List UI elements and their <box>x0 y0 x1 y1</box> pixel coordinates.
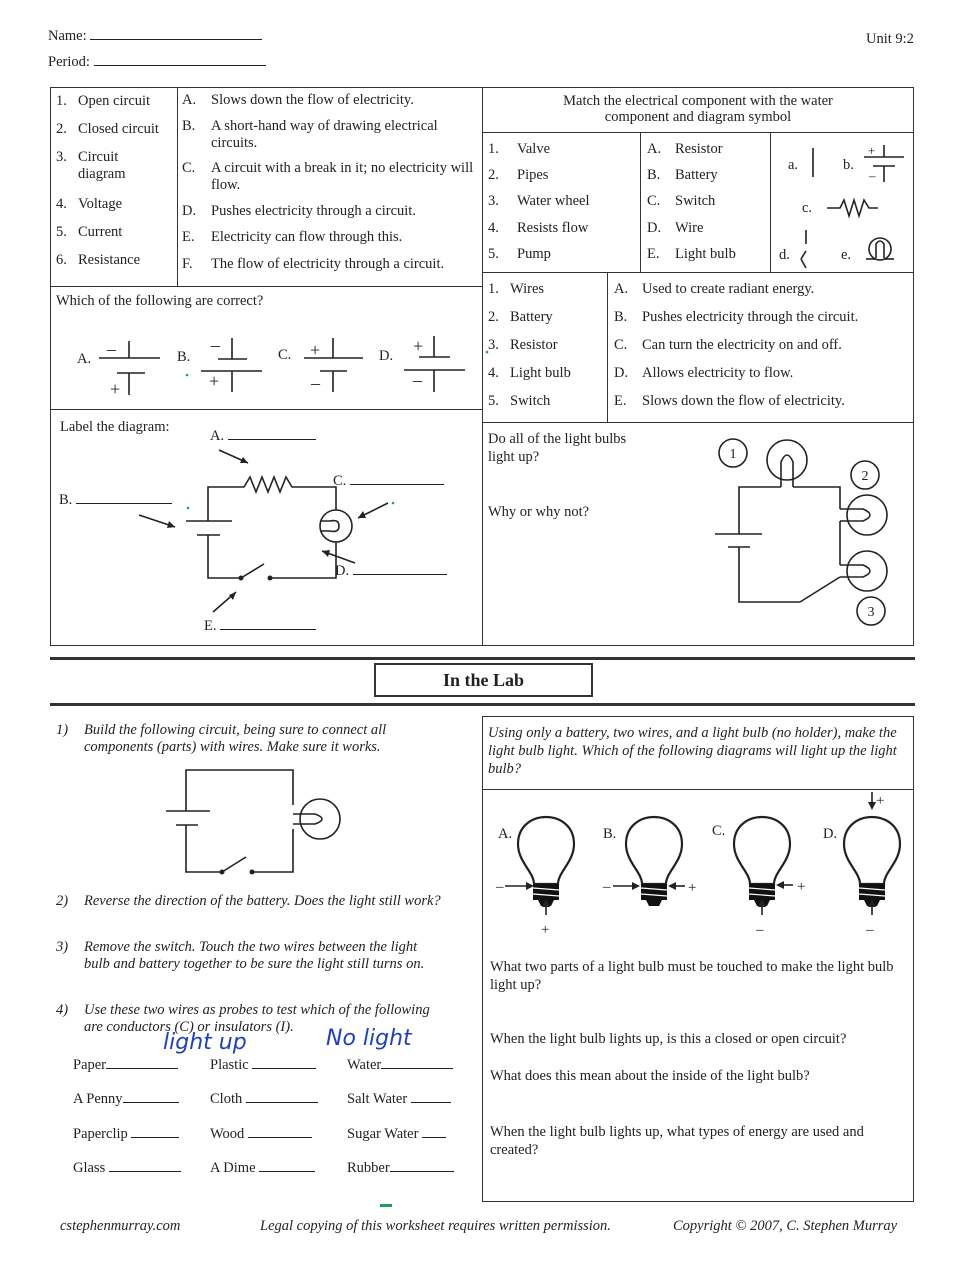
bulb-number-2: 2 <box>861 469 869 484</box>
battery-a-minus: – <box>107 339 116 359</box>
symbol-label-e: e. <box>841 247 852 263</box>
handwriting-no-light: No light <box>326 1026 412 1051</box>
bulb-number-1: 1 <box>729 447 737 462</box>
battery-option-c[interactable]: C. <box>278 347 292 363</box>
bulb-option-b[interactable]: B. <box>603 826 617 842</box>
svg-text:–: – <box>866 922 874 938</box>
battery-option-d[interactable]: D. <box>379 348 394 364</box>
battery-option-a[interactable]: A. <box>77 351 92 367</box>
right-lab-q3: What does this mean about the inside of the light bulb? <box>490 1068 810 1084</box>
bulb-option-d[interactable]: D. <box>823 826 838 842</box>
bulb-option-c[interactable]: C. <box>712 823 726 839</box>
battery-c-minus: – <box>311 373 320 393</box>
name-field[interactable] <box>90 39 262 40</box>
battery-question: Which of the following are correct? <box>56 293 264 309</box>
lab-step-2: 2) Reverse the direction of the battery. Does the light still work? <box>56 893 441 909</box>
battery-b-plus: + <box>209 371 220 391</box>
lab-step-3: 3) Remove the switch. Touch the two wires between the light bulb and battery together to be sure the light still turns on. <box>56 939 425 972</box>
period-field[interactable] <box>94 65 266 66</box>
right-lab-q2: When the light bulb lights up, is this a closed or open circuit? <box>490 1031 847 1047</box>
label-a: A. <box>210 428 316 445</box>
svg-text:–: – <box>869 168 876 183</box>
svg-text:+: + <box>868 143 876 158</box>
symbol-label-c: c. <box>802 200 813 216</box>
symbol-label-b: b. <box>843 157 854 173</box>
period-label: Period: <box>48 54 266 71</box>
label-d: D. <box>335 563 447 580</box>
svg-text:–: – <box>496 879 504 895</box>
label-b: B. <box>59 492 172 509</box>
footer-site: cstephenmurray.com <box>60 1218 181 1234</box>
lab-step-4: 4) Use these two wires as probes to test which of the following are conductors (C) or insulators (I). <box>56 1002 430 1035</box>
svg-text:+: + <box>876 793 885 809</box>
battery-d-minus: – <box>413 370 422 390</box>
right-lab-q1: What two parts of a light bulb must be touched to make the light bulb light up? <box>490 959 894 993</box>
svg-text:+: + <box>541 922 550 938</box>
unit-label: Unit 9:2 <box>866 31 914 47</box>
label-e: E. <box>204 618 316 635</box>
svg-text:+: + <box>688 880 697 896</box>
lab-title: In the Lab <box>374 663 593 697</box>
symbol-label-a: a. <box>788 157 799 173</box>
svg-text:+: + <box>797 879 806 895</box>
bulbs-question: Do all of the light bulbs light up? <box>488 431 627 465</box>
handwriting-light-up: light up <box>163 1030 247 1055</box>
svg-text:–: – <box>756 922 764 938</box>
lab-step-1: 1) Build the following circuit, being sure to connect all components (parts) with wires. Make sure it works. <box>56 722 387 755</box>
footer-legal: Legal copying of this worksheet requires written permission. <box>260 1218 611 1234</box>
symbol-label-d: d. <box>779 247 790 263</box>
battery-d-plus: + <box>413 336 424 356</box>
battery-option-b[interactable]: B. <box>177 349 191 365</box>
water-match-title: Match the electrical component with the water component and diagram symbol <box>563 93 833 125</box>
bulb-number-3: 3 <box>867 605 875 620</box>
right-lab-intro: Using only a battery, two wires, and a light bulb (no holder), make the light bulb light. Which of the following diagrams will light up the light bulb? <box>488 725 897 777</box>
battery-c-plus: + <box>310 340 321 360</box>
right-lab-q4: When the light bulb lights up, what types of energy are used and created? <box>490 1124 864 1158</box>
footer-copyright: Copyright © 2007, C. Stephen Murray <box>673 1218 898 1234</box>
green-mark <box>380 1204 392 1207</box>
battery-b-minus: – <box>211 335 220 355</box>
bulbs-why: Why or why not? <box>488 504 590 520</box>
label-c: C. <box>333 473 444 490</box>
bulb-option-a[interactable]: A. <box>498 826 513 842</box>
name-label: Name: <box>48 28 262 45</box>
svg-text:–: – <box>603 879 611 895</box>
label-diagram-title: Label the diagram: <box>60 419 170 435</box>
battery-a-plus: + <box>110 379 121 399</box>
